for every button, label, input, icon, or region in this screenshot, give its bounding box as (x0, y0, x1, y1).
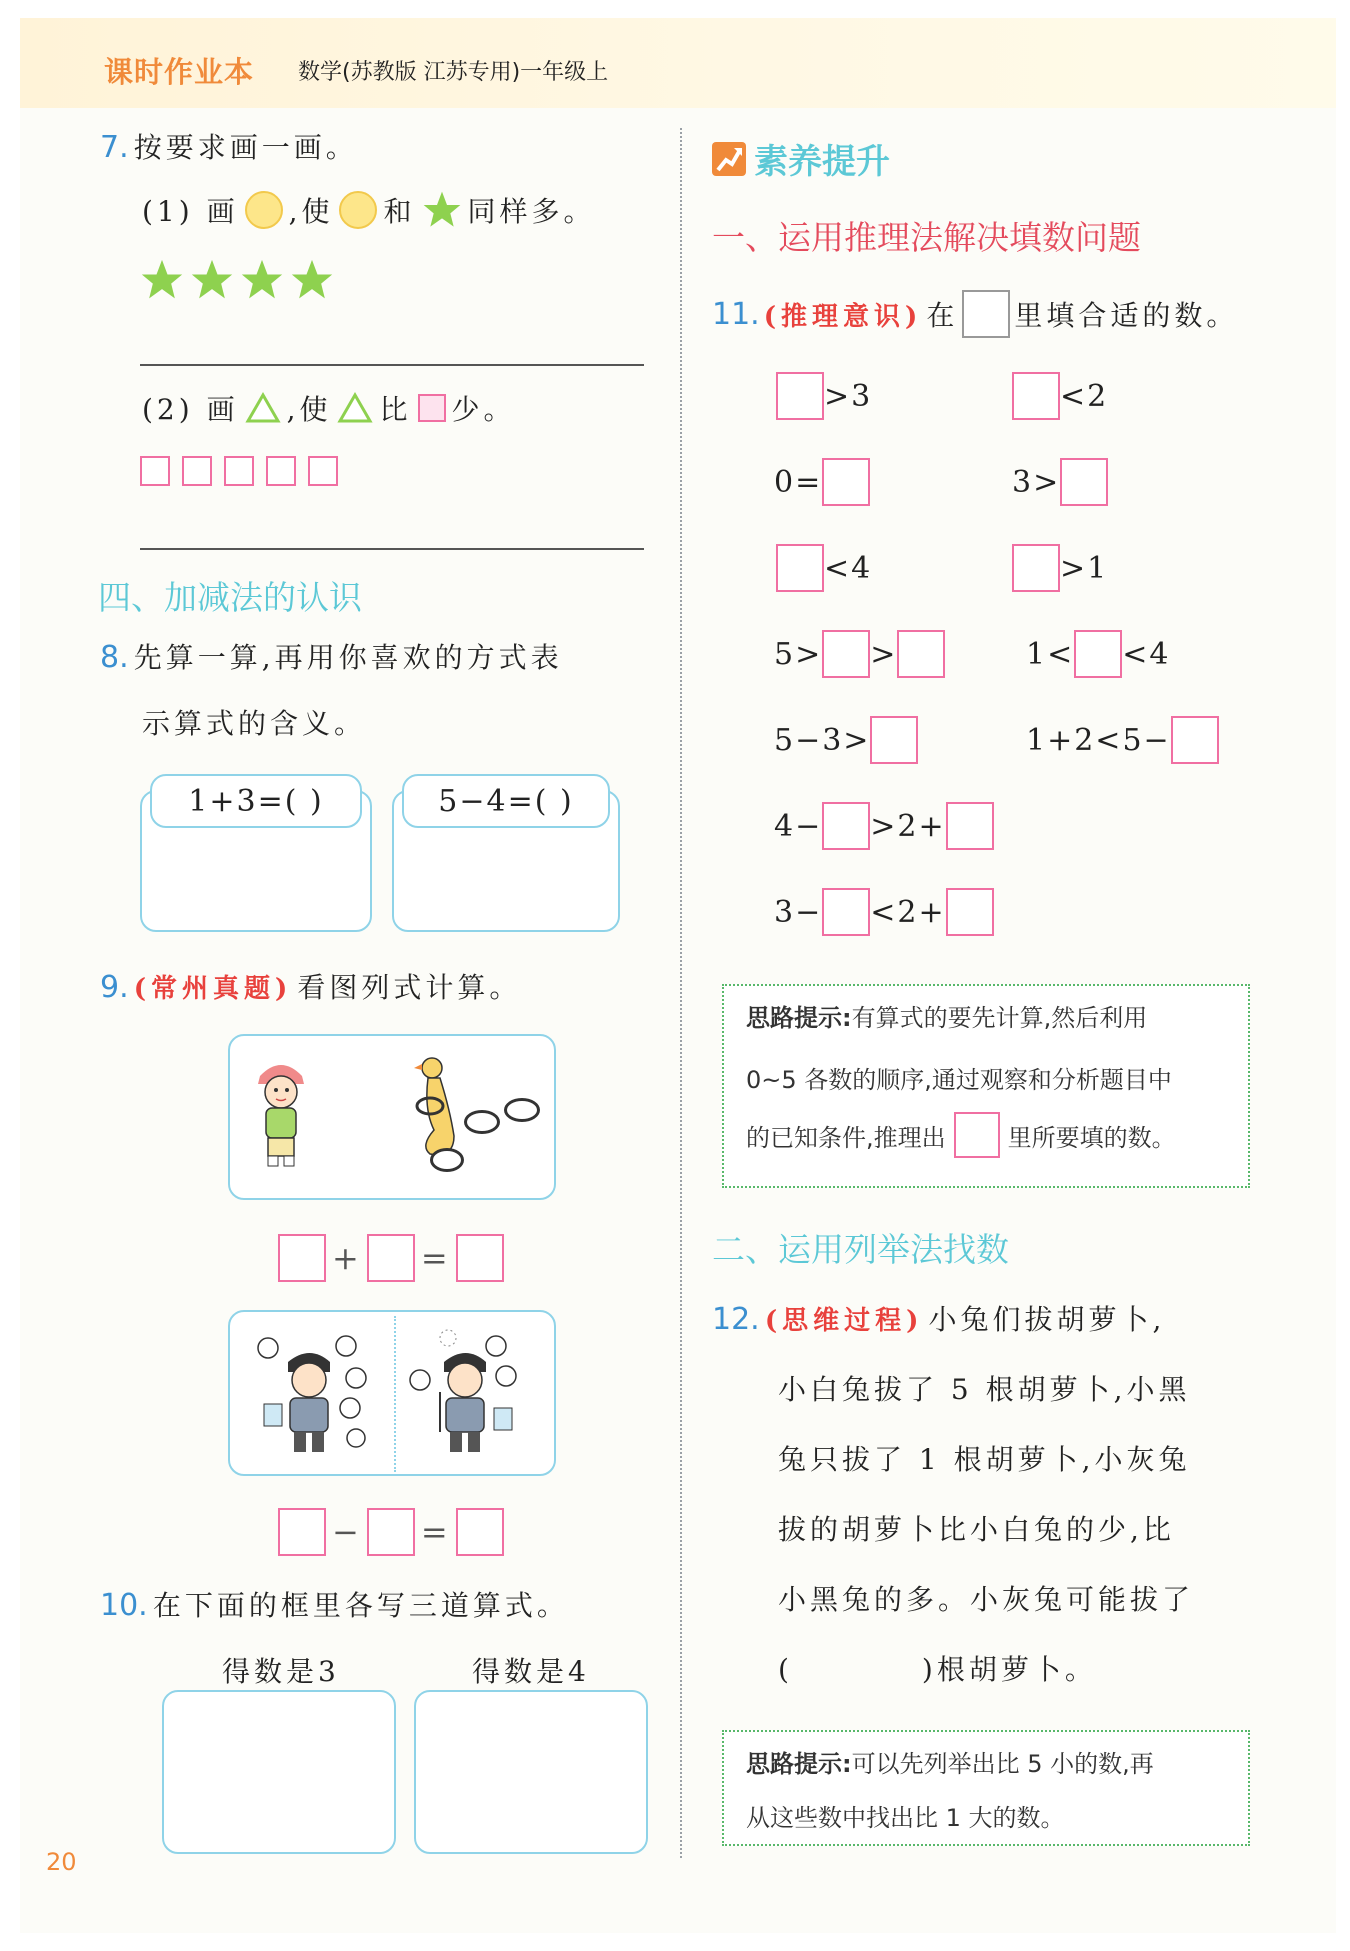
q12-line3: 兔只拔了 1 根胡萝卜,小灰兔 (778, 1443, 1191, 1476)
q9-heading (100, 966, 521, 1006)
answer-box[interactable] (822, 802, 870, 850)
circle-icon (245, 191, 283, 229)
q9-number: 9. (100, 970, 129, 1005)
q7-part2-mid1: ,使 (286, 393, 332, 426)
q8-number: 8. (100, 640, 129, 675)
star-icon (422, 190, 462, 230)
banner (712, 134, 890, 183)
q7-part2-end: 少。 (451, 393, 516, 426)
q11-item-10 (1026, 716, 1219, 764)
star-icon (240, 258, 284, 302)
q11-expr-8b: <4 (1122, 636, 1171, 672)
answer-box[interactable] (1171, 716, 1219, 764)
q12-line2: 小白兔拔了 5 根胡萝卜,小黑 (778, 1373, 1191, 1406)
circle-icon (339, 191, 377, 229)
q7-part2-mid2: 比 (379, 393, 412, 426)
equals-sign: = (420, 1513, 450, 1551)
answer-box[interactable] (897, 630, 945, 678)
q9-equation-2 (278, 1508, 504, 1556)
q8-expr-2: 5−4=( ) (402, 774, 610, 828)
q11-item-4 (1012, 458, 1108, 506)
column-divider (680, 128, 682, 1858)
q11-item-1 (776, 372, 872, 420)
answer-box[interactable] (822, 458, 870, 506)
q8-text2: 示算式的含义。 (142, 707, 367, 740)
q11-expr-10: 1+2<5− (1026, 722, 1171, 758)
q7-part1-mid2: 和 (383, 195, 416, 228)
q12-tag: (思维过程) (764, 1306, 924, 1336)
q11-expr-5: <4 (824, 550, 873, 586)
q11-expr-1: >3 (824, 378, 873, 414)
q11-item-12 (774, 888, 994, 936)
star-row (140, 258, 334, 302)
answer-box[interactable] (946, 802, 994, 850)
hint1-text3a: 的已知条件,推理出 (746, 1123, 946, 1152)
ring-icon (464, 1110, 500, 1134)
hint1-label: 思路提示: (746, 1004, 852, 1032)
q8-line1 (100, 636, 563, 676)
hint1-line1 (746, 998, 1147, 1033)
answer-box[interactable] (1012, 372, 1060, 420)
book-subtitle: 数学(苏教版 江苏专用)一年级上 (298, 60, 609, 85)
answer-box[interactable] (822, 630, 870, 678)
square-row (140, 456, 338, 486)
q11-expr-12b: <2+ (870, 894, 946, 930)
q11-item-9 (774, 716, 918, 764)
answer-box[interactable] (776, 544, 824, 592)
q11-item-8 (1026, 630, 1170, 678)
book-title: 课时作业本 (104, 55, 255, 89)
q12-line6[interactable]: ( )根胡萝卜。 (778, 1653, 1097, 1686)
answer-box[interactable] (776, 372, 824, 420)
q7-part2-label: (2) 画 (142, 393, 239, 426)
q11-expr-9: 5−3> (774, 722, 871, 758)
picture-divider (394, 1316, 396, 1472)
q7-title: 按要求画一画。 (133, 131, 358, 164)
q11-item-3 (774, 458, 870, 506)
q9-picture-2 (228, 1310, 556, 1476)
q7-part1-end: 同样多。 (467, 195, 596, 228)
q7-part2 (142, 388, 516, 428)
q11-number: 11. (712, 296, 760, 332)
section4-title: 四、加减法的认识 (98, 578, 362, 617)
q11-expr-11b: >2+ (870, 808, 946, 844)
q7-part1-label: (1) 画 (142, 195, 239, 228)
q10-label-2: 得数是4 (472, 1655, 590, 1688)
q12-line1: 小兔们拔胡萝卜, (928, 1303, 1166, 1336)
q11-expr-8a: 1< (1026, 636, 1075, 672)
q7-heading (100, 126, 358, 166)
q12-line5: 小黑兔的多。小灰兔可能拔了 (778, 1583, 1195, 1616)
q11-expr-3: 0= (774, 464, 823, 500)
q10-label-1: 得数是3 (222, 1655, 340, 1688)
boy-with-bubbles (400, 1320, 550, 1470)
answer-box[interactable] (1012, 544, 1060, 592)
rising-arrow-icon (712, 142, 746, 176)
q10-answer-box-2[interactable] (414, 1690, 648, 1854)
q11-item-6 (1012, 544, 1108, 592)
answer-box[interactable] (367, 1234, 415, 1282)
q10-title: 在下面的框里各写三道算式。 (152, 1589, 569, 1622)
hint-box-1 (722, 984, 1250, 1188)
q10-number: 10. (100, 1588, 148, 1623)
q8-expr-1: 1+3=( ) (150, 774, 362, 828)
q9-picture-1 (228, 1034, 556, 1200)
square-icon (418, 394, 446, 422)
square-icon (182, 456, 212, 486)
answer-box[interactable] (456, 1234, 504, 1282)
q11-tag: (推理意识) (763, 301, 923, 332)
q11-expr-7a: 5> (774, 636, 823, 672)
plus-sign: + (332, 1239, 361, 1277)
answer-box[interactable] (946, 888, 994, 936)
answer-box[interactable] (822, 888, 870, 936)
q7-part1-mid1: ,使 (288, 195, 334, 228)
q11-expr-11a: 4− (774, 808, 823, 844)
square-icon (266, 456, 296, 486)
equals-sign: = (420, 1239, 450, 1277)
q12-heading (712, 1298, 1165, 1338)
ring-icon (430, 1148, 464, 1172)
box-icon (962, 290, 1010, 338)
q11-expr-12a: 3− (774, 894, 823, 930)
hint1-line3 (746, 1112, 1176, 1158)
answer-box[interactable] (278, 1234, 326, 1282)
q11-expr-4: 3> (1012, 464, 1061, 500)
section2-title: 二、运用列举法找数 (712, 1230, 1009, 1269)
answer-box[interactable] (456, 1508, 504, 1556)
answer-box[interactable] (1060, 458, 1108, 506)
q11-heading (712, 290, 1238, 338)
answer-line-2[interactable] (140, 548, 644, 550)
q11-item-5 (776, 544, 872, 592)
triangle-icon (337, 392, 373, 424)
section1-title: 一、运用推理法解决填数问题 (712, 218, 1141, 257)
hint1-text1: 有算式的要先计算,然后利用 (851, 1004, 1148, 1032)
q12-line4: 拔的胡萝卜比小白兔的少,比 (778, 1513, 1175, 1546)
hint2-text1: 可以先列举出比 5 小的数,再 (851, 1750, 1154, 1778)
q10-answer-box-1[interactable] (162, 1690, 396, 1854)
box-icon (954, 1112, 1000, 1158)
q11-post: 里填合适的数。 (1014, 299, 1239, 332)
page-number: 20 (46, 1848, 77, 1876)
hint1-text3b: 里所要填的数。 (1007, 1123, 1176, 1152)
q11-item-11 (774, 802, 994, 850)
square-icon (224, 456, 254, 486)
square-icon (140, 456, 170, 486)
hint1-line2: 0~5 各数的顺序,通过观察和分析题目中 (746, 1066, 1172, 1094)
q10-heading (100, 1584, 569, 1624)
star-icon (190, 258, 234, 302)
q7-part1 (142, 190, 596, 230)
ring-icon (504, 1098, 540, 1122)
star-icon (140, 258, 184, 302)
hint2-label: 思路提示: (746, 1750, 852, 1778)
q9-tag: (常州真题) (133, 974, 293, 1004)
q11-item-7 (774, 630, 945, 678)
minus-sign: − (332, 1513, 361, 1551)
q11-expr-2: <2 (1060, 378, 1109, 414)
square-icon (308, 456, 338, 486)
answer-box[interactable] (367, 1508, 415, 1556)
q8-text1: 先算一算,再用你喜欢的方式表 (133, 641, 563, 674)
q11-pre: 在 (926, 299, 959, 332)
hint2-line2: 从这些数中找出比 1 大的数。 (746, 1804, 1065, 1832)
q12-number: 12. (712, 1302, 760, 1337)
hint2-line1 (746, 1744, 1154, 1779)
hint-box-2 (722, 1730, 1250, 1846)
answer-line-1[interactable] (140, 364, 644, 366)
q9-equation-1 (278, 1234, 504, 1282)
answer-box[interactable] (278, 1508, 326, 1556)
child-illustration (246, 1054, 316, 1174)
q11-item-2 (1012, 372, 1108, 420)
boy-blowing-bubbles (238, 1320, 388, 1470)
answer-box[interactable] (870, 716, 918, 764)
q11-expr-6: >1 (1060, 550, 1109, 586)
star-icon (290, 258, 334, 302)
banner-title: 素养提升 (754, 142, 890, 182)
q7-number: 7. (100, 130, 129, 165)
q9-title: 看图列式计算。 (297, 971, 522, 1004)
q11-expr-7b: > (870, 636, 898, 672)
answer-box[interactable] (1074, 630, 1122, 678)
triangle-icon (245, 392, 281, 424)
